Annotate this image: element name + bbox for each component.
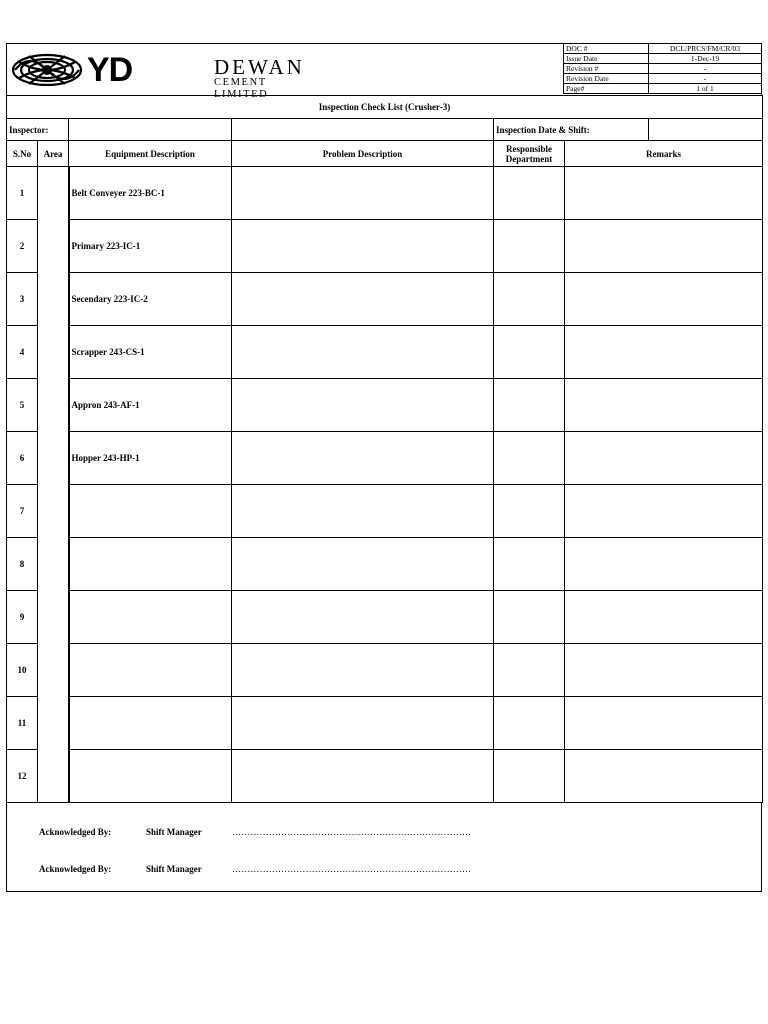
company-logo xyxy=(9,48,305,100)
row-sno: 2 xyxy=(7,220,38,273)
date-shift-label: Inspection Date & Shift: xyxy=(494,119,649,141)
meta-row xyxy=(564,54,762,64)
company-name: DEWAN xyxy=(214,55,305,79)
ack-role-2: Shift Manager xyxy=(146,864,202,874)
table-row xyxy=(7,273,763,326)
row-remarks-cell[interactable] xyxy=(565,273,763,326)
table-row xyxy=(7,379,763,432)
row-problem-cell[interactable] xyxy=(232,220,494,273)
row-responsible-cell[interactable] xyxy=(494,167,565,220)
row-problem-cell[interactable] xyxy=(232,750,494,803)
meta-value: - xyxy=(649,74,762,84)
row-equipment xyxy=(69,697,232,750)
table-row xyxy=(7,167,763,220)
row-equipment: Belt Conveyer 223-BC-1 xyxy=(69,167,232,220)
row-problem-cell[interactable] xyxy=(232,485,494,538)
row-remarks-cell[interactable] xyxy=(565,326,763,379)
row-sno: 7 xyxy=(7,485,38,538)
row-area-cell[interactable] xyxy=(38,273,69,326)
meta-value: - xyxy=(649,64,762,74)
row-equipment xyxy=(69,644,232,697)
row-equipment: Appron 243-AF-1 xyxy=(69,379,232,432)
row-remarks-cell[interactable] xyxy=(565,379,763,432)
row-problem-cell[interactable] xyxy=(232,538,494,591)
row-remarks-cell[interactable] xyxy=(565,750,763,803)
row-remarks-cell[interactable] xyxy=(565,485,763,538)
meta-key: Page# xyxy=(564,84,649,94)
ack-label-2: Acknowledged By: xyxy=(39,864,112,874)
row-sno: 4 xyxy=(7,326,38,379)
row-responsible-cell[interactable] xyxy=(494,591,565,644)
table-row xyxy=(7,538,763,591)
col-header-responsible: Responsible Department xyxy=(494,141,565,167)
row-problem-cell[interactable] xyxy=(232,591,494,644)
col-header-equipment: Equipment Description xyxy=(69,141,232,167)
row-equipment: Secendary 223-IC-2 xyxy=(69,273,232,326)
row-problem-cell[interactable] xyxy=(232,432,494,485)
row-responsible-cell[interactable] xyxy=(494,220,565,273)
row-equipment: Scrapper 243-CS-1 xyxy=(69,326,232,379)
meta-row xyxy=(564,44,762,54)
row-area-cell[interactable] xyxy=(38,167,69,220)
col-header-problem: Problem Description xyxy=(232,141,494,167)
row-remarks-cell[interactable] xyxy=(565,167,763,220)
ack-signature-line-1[interactable]: …………………………………………………………………… xyxy=(232,827,472,837)
row-sno: 6 xyxy=(7,432,38,485)
col-header-remarks: Remarks xyxy=(565,141,763,167)
meta-value: 1 of 1 xyxy=(649,84,762,94)
row-sno: 9 xyxy=(7,591,38,644)
row-area-cell[interactable] xyxy=(38,591,69,644)
table-row xyxy=(7,750,763,803)
ack-label-1: Acknowledged By: xyxy=(39,827,112,837)
inspector-label: Inspector: xyxy=(7,119,69,141)
row-remarks-cell[interactable] xyxy=(565,644,763,697)
acknowledgement-section xyxy=(6,803,762,892)
row-responsible-cell[interactable] xyxy=(494,697,565,750)
row-area-cell[interactable] xyxy=(38,644,69,697)
row-equipment: Hopper 243-HP-1 xyxy=(69,432,232,485)
row-problem-cell[interactable] xyxy=(232,697,494,750)
table-row xyxy=(7,697,763,750)
row-remarks-cell[interactable] xyxy=(565,432,763,485)
row-responsible-cell[interactable] xyxy=(494,538,565,591)
row-sno: 10 xyxy=(7,644,38,697)
row-area-cell[interactable] xyxy=(38,697,69,750)
row-area-cell[interactable] xyxy=(38,750,69,803)
row-sno: 8 xyxy=(7,538,38,591)
row-responsible-cell[interactable] xyxy=(494,379,565,432)
row-problem-cell[interactable] xyxy=(232,644,494,697)
meta-key: Revision # xyxy=(564,64,649,74)
meta-key: Issue Date xyxy=(564,54,649,64)
row-equipment xyxy=(69,485,232,538)
row-problem-cell[interactable] xyxy=(232,379,494,432)
date-shift-field[interactable] xyxy=(649,119,763,141)
table-row xyxy=(7,644,763,697)
row-remarks-cell[interactable] xyxy=(565,697,763,750)
swirl-logo-icon xyxy=(9,50,85,90)
meta-key: DOC # xyxy=(564,44,649,54)
col-header-sno: S.No xyxy=(7,141,38,167)
row-equipment xyxy=(69,591,232,644)
meta-row xyxy=(564,84,762,94)
row-responsible-cell[interactable] xyxy=(494,273,565,326)
form-header xyxy=(6,43,762,100)
meta-value: 1-Dec-19 xyxy=(649,54,762,64)
table-row xyxy=(7,432,763,485)
table-row xyxy=(7,220,763,273)
row-area-cell[interactable] xyxy=(38,432,69,485)
table-row xyxy=(7,591,763,644)
row-sno: 3 xyxy=(7,273,38,326)
row-equipment: Primary 223-IC-1 xyxy=(69,220,232,273)
row-equipment xyxy=(69,750,232,803)
inspector-field[interactable] xyxy=(69,119,232,141)
meta-row xyxy=(564,64,762,74)
ack-role-1: Shift Manager xyxy=(146,827,202,837)
row-area-cell[interactable] xyxy=(38,485,69,538)
table-row xyxy=(7,485,763,538)
form-title: Inspection Check List (Crusher-3) xyxy=(7,96,763,119)
row-sno: 1 xyxy=(7,167,38,220)
col-header-area: Area xyxy=(38,141,69,167)
inspection-form xyxy=(6,43,762,892)
row-responsible-cell[interactable] xyxy=(494,326,565,379)
table-row xyxy=(7,326,763,379)
row-remarks-cell[interactable] xyxy=(565,538,763,591)
checklist-table xyxy=(6,95,763,803)
meta-value: DCL/PRCS/FM/CR/03 xyxy=(649,44,762,54)
meta-row xyxy=(564,74,762,84)
inspector-field-extra[interactable] xyxy=(232,119,494,141)
row-area-cell[interactable] xyxy=(38,538,69,591)
row-area-cell[interactable] xyxy=(38,220,69,273)
row-responsible-cell[interactable] xyxy=(494,750,565,803)
row-responsible-cell[interactable] xyxy=(494,432,565,485)
meta-key: Revision Date xyxy=(564,74,649,84)
row-sno: 5 xyxy=(7,379,38,432)
row-area-cell[interactable] xyxy=(38,326,69,379)
row-problem-cell[interactable] xyxy=(232,167,494,220)
company-subtitle: CEMENT LIMITED xyxy=(214,77,269,100)
row-problem-cell[interactable] xyxy=(232,273,494,326)
row-remarks-cell[interactable] xyxy=(565,220,763,273)
ack-signature-line-2[interactable]: …………………………………………………………………… xyxy=(232,864,472,874)
row-sno: 11 xyxy=(7,697,38,750)
row-problem-cell[interactable] xyxy=(232,326,494,379)
document-meta-table xyxy=(563,44,761,94)
row-sno: 12 xyxy=(7,750,38,803)
row-area-cell[interactable] xyxy=(38,379,69,432)
row-remarks-cell[interactable] xyxy=(565,591,763,644)
row-responsible-cell[interactable] xyxy=(494,485,565,538)
logo-mark: YD xyxy=(87,51,133,89)
row-responsible-cell[interactable] xyxy=(494,644,565,697)
row-equipment xyxy=(69,538,232,591)
